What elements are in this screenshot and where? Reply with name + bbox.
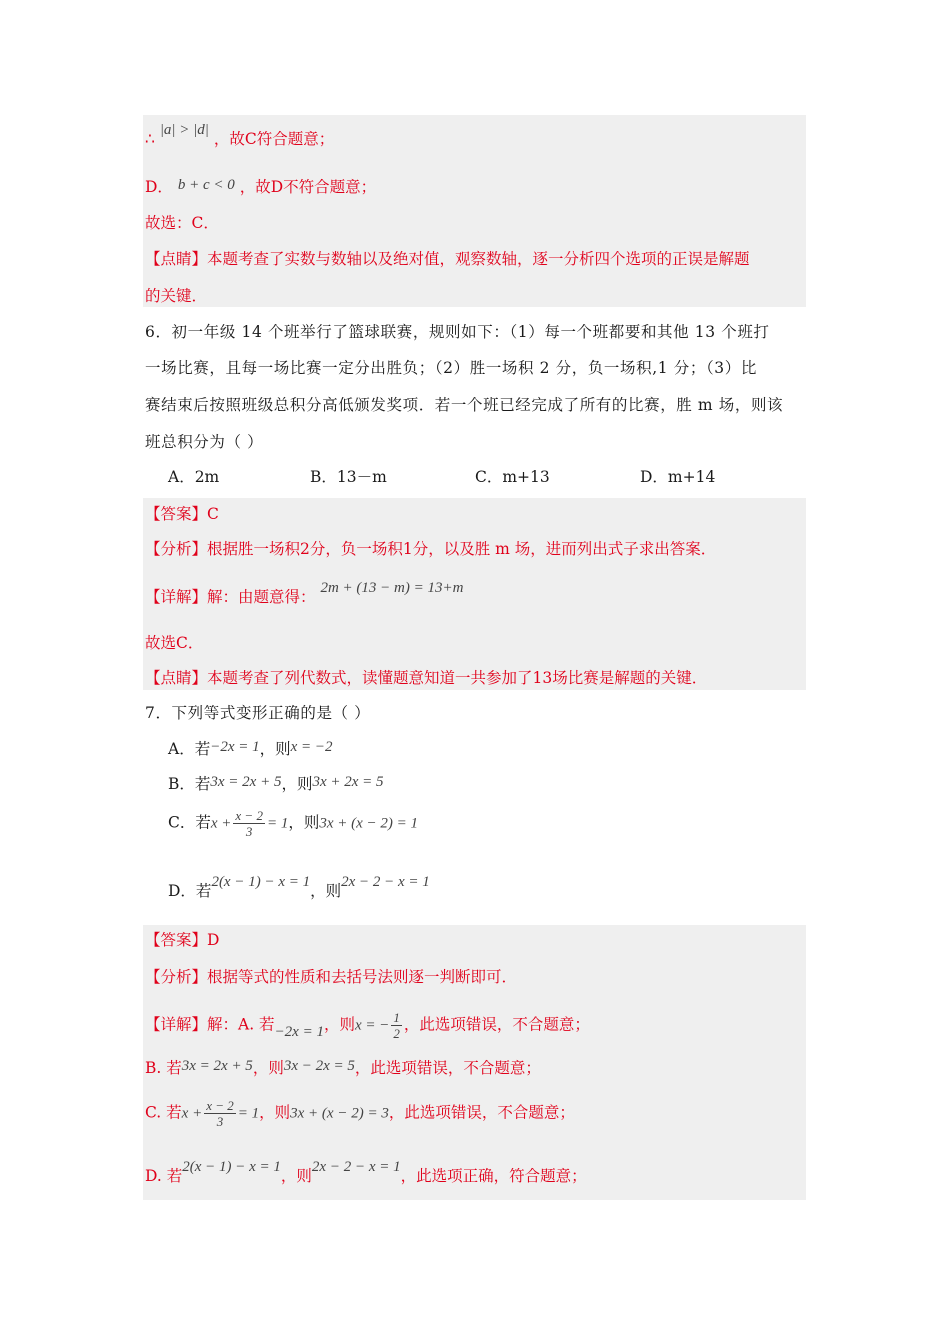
q6-option-a: A．2m bbox=[168, 468, 220, 486]
text: ，此选项错误，不合题意； bbox=[388, 1103, 575, 1122]
math-expr: 3x + 2x = 5 bbox=[312, 774, 384, 790]
text: ，则 bbox=[252, 1059, 284, 1077]
option-label: B. 若 bbox=[145, 1059, 182, 1077]
q7-option-a bbox=[168, 738, 333, 761]
option-label: B．若 bbox=[168, 775, 211, 793]
text: ，则 bbox=[288, 813, 320, 832]
numerator: 1 bbox=[393, 1010, 400, 1025]
q7-option-d bbox=[168, 874, 430, 903]
detail-line-c bbox=[145, 1098, 575, 1129]
math-expr: x + bbox=[210, 815, 232, 832]
math-expr: x + bbox=[181, 1105, 203, 1122]
text: ，故C符合题意； bbox=[213, 130, 335, 148]
q6-option-b: B．13－m bbox=[310, 468, 387, 486]
text: ，则 bbox=[259, 1103, 291, 1122]
detail-line-a bbox=[145, 1010, 590, 1041]
math-expr: x = − bbox=[354, 1017, 390, 1034]
q6-line-4: 班总积分为（ ） bbox=[145, 433, 264, 451]
detail-line bbox=[145, 580, 464, 609]
option-label: D．若 bbox=[168, 882, 212, 900]
math-expr: 3x = 2x + 5 bbox=[181, 1058, 253, 1074]
text: ，则 bbox=[280, 1167, 312, 1185]
note-line-2: 的关键． bbox=[145, 287, 208, 305]
q7-option-b bbox=[168, 773, 384, 796]
math-expr: 2(x − 1) − x = 1 bbox=[211, 874, 311, 890]
math-expr: = 1 bbox=[237, 1105, 260, 1122]
detail-label: 【详解】解：A. 若 bbox=[145, 1015, 275, 1034]
math-expr: −2x = 1 bbox=[274, 1023, 324, 1040]
q6-line-2: 一场比赛，且每一场比赛一定分出胜负；（2）胜一场积 2 分，负一场积,1 分；（3）比 bbox=[145, 359, 757, 377]
analysis-line: 【分析】根据胜一场积2分，负一场积1分，以及胜 m 场，进而列出式子求出答案． bbox=[145, 540, 717, 558]
option-label: C. 若 bbox=[145, 1103, 182, 1122]
text: ，则 bbox=[323, 1015, 355, 1034]
math-expr: −2x = 1 bbox=[210, 739, 260, 755]
fraction bbox=[233, 808, 265, 839]
text: ，此选项错误，不合题意； bbox=[354, 1059, 541, 1077]
numerator: x − 2 bbox=[206, 1098, 234, 1113]
q6-line-1: 6．初一年级 14 个班举行了篮球联赛，规则如下：（1）每一个班都要和其他 13 个班打 bbox=[145, 323, 770, 341]
detail-line-d bbox=[145, 1159, 587, 1188]
choose-line: 故选C． bbox=[145, 634, 204, 652]
math-expr: b + c < 0 bbox=[177, 177, 235, 193]
note-line-1: 【点睛】本题考查了实数与数轴以及绝对值，观察数轴，逐一分析四个选项的正误是解题 bbox=[145, 250, 750, 268]
option-label: C．若 bbox=[168, 813, 211, 832]
therefore-symbol: ∴ bbox=[145, 130, 155, 148]
math-expr: 2m + (13 − m) = 13+m bbox=[320, 580, 464, 596]
option-label: A．若 bbox=[168, 740, 211, 758]
note-line: 【点睛】本题考查了列代数式，读懂题意知道一共参加了13场比赛是解题的关键． bbox=[145, 669, 708, 687]
math-expr: = 1 bbox=[266, 815, 289, 832]
denominator: 3 bbox=[245, 824, 253, 839]
detail-label: 【详解】解：由题意得： bbox=[145, 588, 316, 606]
math-expr: 3x + (x − 2) = 3 bbox=[290, 1105, 389, 1122]
text: ，则 bbox=[310, 882, 342, 900]
text: ，则 bbox=[281, 775, 313, 793]
fraction bbox=[391, 1010, 402, 1041]
fraction bbox=[204, 1098, 236, 1129]
q7-stem: 7．下列等式变形正确的是（ ） bbox=[145, 704, 371, 722]
math-expr: 3x + (x − 2) = 1 bbox=[319, 815, 419, 832]
numerator: x − 2 bbox=[235, 808, 263, 823]
q6-option-d: D．m+14 bbox=[640, 468, 716, 486]
math-abs-compare: |a| > |d| bbox=[159, 122, 209, 138]
analysis-line: 【分析】根据等式的性质和去括号法则逐一判断即可． bbox=[145, 968, 518, 986]
text: ，此选项错误，不合题意； bbox=[403, 1015, 590, 1034]
q7-option-c bbox=[168, 808, 418, 839]
answer-line: 【答案】D bbox=[145, 931, 220, 949]
text: ，故D不符合题意； bbox=[239, 178, 377, 196]
text: ，则 bbox=[259, 740, 291, 758]
denominator: 2 bbox=[393, 1026, 400, 1041]
math-expr: x = −2 bbox=[290, 739, 333, 755]
solution-line-d bbox=[145, 176, 376, 199]
detail-line-b bbox=[145, 1057, 541, 1080]
math-expr: 3x − 2x = 5 bbox=[283, 1058, 355, 1074]
denominator: 3 bbox=[216, 1114, 224, 1129]
q6-line-3: 赛结束后按照班级总积分高低颁发奖项．若一个班已经完成了所有的比赛，胜 m 场，则该 bbox=[145, 396, 784, 414]
solution-line-abs bbox=[145, 122, 335, 151]
math-expr: 2x − 2 − x = 1 bbox=[311, 1159, 401, 1175]
q6-option-c: C．m+13 bbox=[475, 468, 550, 486]
math-expr: 2(x − 1) − x = 1 bbox=[182, 1159, 281, 1175]
option-label: D． bbox=[145, 178, 173, 196]
text: ，此选项正确，符合题意； bbox=[400, 1167, 587, 1185]
choose-line: 故选：C． bbox=[145, 214, 219, 232]
math-expr: 3x = 2x + 5 bbox=[210, 774, 282, 790]
answer-line: 【答案】C bbox=[145, 505, 219, 523]
option-label: D. 若 bbox=[145, 1167, 183, 1185]
math-expr: 2x − 2 − x = 1 bbox=[341, 874, 430, 890]
